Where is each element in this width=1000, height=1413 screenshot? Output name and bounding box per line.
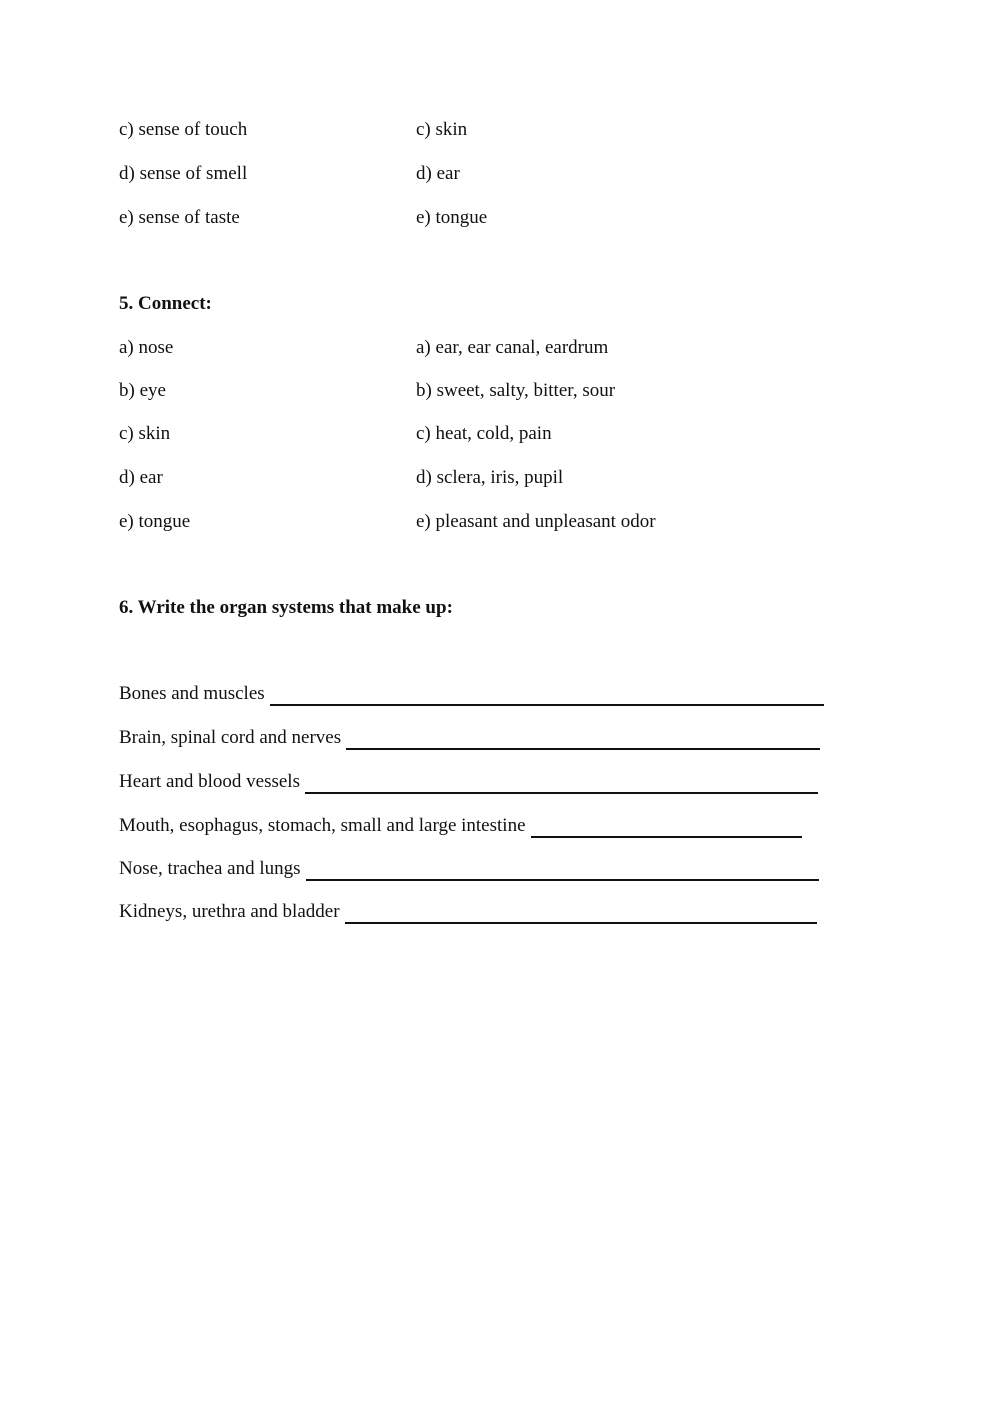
- answer-blank[interactable]: [270, 686, 824, 706]
- fill-in-label: Bones and muscles: [119, 683, 265, 704]
- match-right-item: c) skin: [416, 119, 468, 140]
- fill-in-row: [119, 814, 802, 838]
- connect-left-item: c) skin: [119, 423, 171, 444]
- section-6-heading: 6. Write the organ systems that make up:: [119, 597, 453, 618]
- connect-right-item: b) sweet, salty, bitter, sour: [416, 380, 616, 401]
- connect-left-item: e) tongue: [119, 511, 191, 532]
- connect-row: [119, 510, 656, 534]
- connect-row: [119, 336, 609, 360]
- connect-row: [119, 466, 564, 490]
- match-row: [119, 206, 488, 230]
- match-right-item: d) ear: [416, 163, 460, 184]
- connect-right-item: a) ear, ear canal, eardrum: [416, 337, 609, 358]
- match-right-item: e) tongue: [416, 207, 488, 228]
- match-left-item: d) sense of smell: [119, 163, 248, 184]
- connect-right-item: e) pleasant and unpleasant odor: [416, 511, 656, 532]
- answer-blank[interactable]: [531, 818, 802, 838]
- fill-in-row: [119, 857, 819, 881]
- answer-blank[interactable]: [346, 730, 820, 750]
- answer-blank[interactable]: [305, 774, 818, 794]
- fill-in-label: Kidneys, urethra and bladder: [119, 901, 340, 922]
- answer-blank[interactable]: [345, 904, 817, 924]
- connect-row: [119, 379, 616, 403]
- match-left-item: e) sense of taste: [119, 207, 240, 228]
- fill-in-row: [119, 770, 818, 794]
- section-5-heading: 5. Connect:: [119, 293, 212, 314]
- match-left-item: c) sense of touch: [119, 119, 248, 140]
- match-row: [119, 162, 460, 186]
- connect-left-item: b) eye: [119, 380, 166, 401]
- connect-left-item: d) ear: [119, 467, 163, 488]
- fill-in-row: [119, 726, 820, 750]
- connect-right-item: d) sclera, iris, pupil: [416, 467, 564, 488]
- match-row: [119, 118, 468, 142]
- fill-in-label: Brain, spinal cord and nerves: [119, 727, 342, 748]
- connect-row: [119, 422, 552, 446]
- fill-in-row: [119, 900, 817, 924]
- fill-in-label: Heart and blood vessels: [119, 771, 300, 792]
- connect-left-item: a) nose: [119, 337, 174, 358]
- fill-in-label: Mouth, esophagus, stomach, small and large intestine: [119, 815, 526, 836]
- fill-in-row: [119, 682, 824, 706]
- answer-blank[interactable]: [306, 861, 819, 881]
- connect-right-item: c) heat, cold, pain: [416, 423, 552, 444]
- fill-in-label: Nose, trachea and lungs: [119, 858, 301, 879]
